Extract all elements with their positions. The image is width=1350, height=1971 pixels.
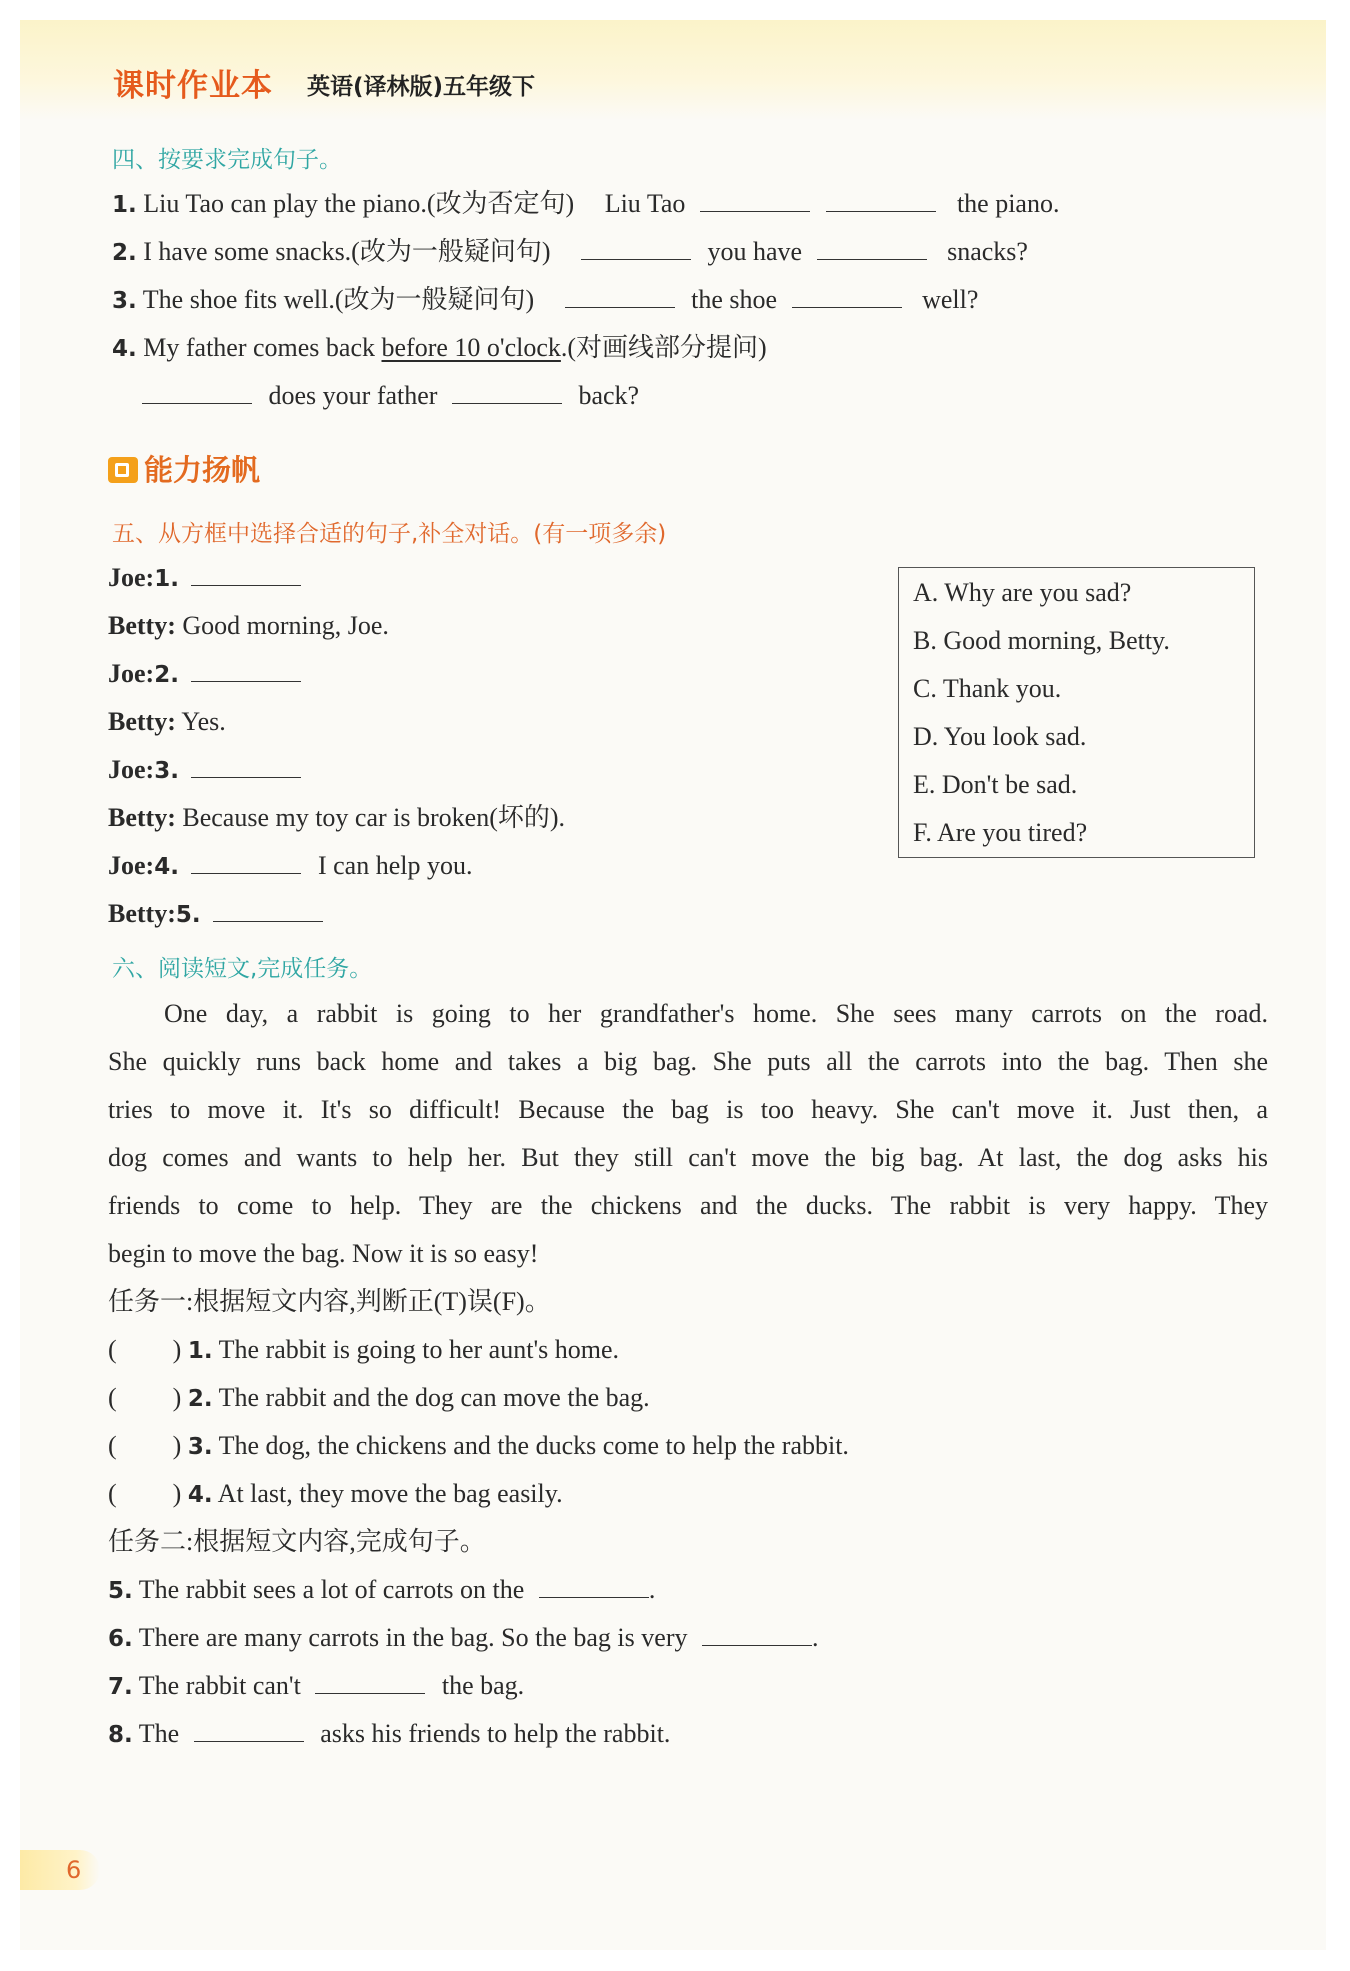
question-text: The — [138, 1719, 180, 1748]
section-6-title: 六、阅读短文,完成任务。 — [112, 956, 373, 982]
ability-label: 能力扬帆 — [144, 453, 261, 487]
answer-blank[interactable] — [700, 189, 810, 212]
question-part: snacks? — [947, 237, 1028, 266]
answer-blank[interactable] — [191, 563, 301, 586]
question-5 — [108, 1574, 655, 1607]
question-number: 1. — [112, 192, 137, 218]
dialogue — [108, 562, 868, 942]
question-4-answer — [142, 380, 639, 412]
answer-blank[interactable] — [315, 1671, 425, 1694]
tf-item — [108, 1478, 563, 1511]
question-number: 4. — [112, 336, 137, 362]
question-instruction: .(对画线部分提问) — [560, 333, 767, 362]
question-7 — [108, 1670, 524, 1703]
question-6 — [108, 1622, 818, 1655]
dialogue-text: I can help you. — [317, 851, 473, 880]
dialogue-line — [108, 754, 301, 787]
dialogue-line — [108, 850, 472, 883]
passage-line: tries to move it. It's so difficult! Because the bag is too heavy. She can't move it. Just then, a — [108, 1095, 1268, 1124]
passage-line: friends to come to help. They are the chickens and the ducks. The rabbit is very happy. They — [108, 1191, 1268, 1220]
speaker: Betty: — [108, 611, 176, 640]
speaker: Betty: — [108, 899, 176, 928]
answer-blank[interactable] — [213, 899, 323, 922]
question-text: The rabbit can't — [138, 1671, 301, 1700]
option-d: D. You look sad. — [913, 722, 1087, 751]
tf-item — [108, 1382, 650, 1415]
answer-blank[interactable] — [539, 1575, 649, 1598]
options-box — [898, 567, 1255, 858]
question-text: I have some snacks.(改为一般疑问句) — [143, 237, 551, 266]
answer-blank[interactable] — [142, 381, 252, 404]
dialogue-text: Good morning, Joe. — [182, 611, 389, 640]
answer-blank[interactable] — [191, 851, 301, 874]
option-c: C. Thank you. — [913, 674, 1062, 703]
dialogue-line — [108, 562, 301, 595]
tf-statement: The dog, the chickens and the ducks come to help the rabbit. — [218, 1431, 849, 1460]
task-2-title: 任务二:根据短文内容,完成句子。 — [108, 1527, 486, 1556]
ability-banner — [108, 448, 260, 489]
dialogue-text: Yes. — [181, 707, 226, 736]
tasks — [108, 1286, 1268, 1756]
question-part: well? — [922, 285, 979, 314]
subject-title: 英语(译林版)五年级下 — [307, 74, 536, 100]
question-number: 2. — [154, 662, 179, 688]
answer-bracket[interactable]: ( ) — [108, 1383, 182, 1412]
tf-statement: The rabbit and the dog can move the bag. — [218, 1383, 650, 1412]
question-number: 3. — [187, 1434, 213, 1460]
question-number: 4. — [187, 1482, 213, 1508]
answer-blank[interactable] — [826, 189, 936, 212]
answer-blank[interactable] — [702, 1623, 812, 1646]
section-4-title: 四、按要求完成句子。 — [112, 147, 342, 173]
passage-line: One day, a rabbit is going to her grandfather's home. She sees many carrots on the road. — [164, 999, 1268, 1028]
question-number: 5. — [175, 902, 201, 928]
passage-line: begin to move the bag. Now it is so easy! — [108, 1239, 539, 1268]
question-number: 1. — [187, 1338, 213, 1364]
section-4 — [112, 140, 1262, 440]
question-part: back? — [578, 381, 640, 410]
option-b: B. Good morning, Betty. — [913, 626, 1170, 655]
dialogue-line — [108, 658, 301, 691]
question-part: the shoe — [691, 285, 778, 314]
question-text: There are many carrots in the bag. So the bag is very — [138, 1623, 688, 1652]
book-icon — [108, 457, 138, 483]
question-3 — [112, 284, 978, 317]
question-number: 3. — [154, 758, 179, 784]
question-number: 2. — [187, 1386, 213, 1412]
passage-line: She quickly runs back home and takes a big bag. She puts all the carrots into the bag. Then she — [108, 1047, 1268, 1076]
dialogue-text: Because my toy car is broken(坏的). — [182, 803, 566, 832]
question-part: you have — [707, 237, 803, 266]
question-number: 6. — [108, 1626, 133, 1652]
answer-blank[interactable] — [452, 381, 562, 404]
answer-bracket[interactable]: ( ) — [108, 1335, 182, 1364]
question-text: The rabbit sees a lot of carrots on the — [138, 1575, 525, 1604]
question-number: 5. — [108, 1578, 133, 1604]
option-a: A. Why are you sad? — [913, 578, 1132, 607]
dialogue-line — [108, 706, 226, 738]
question-text: The shoe fits well.(改为一般疑问句) — [142, 285, 535, 314]
question-part: asks his friends to help the rabbit. — [320, 1719, 671, 1748]
question-part: Liu Tao — [604, 189, 686, 218]
dialogue-line — [108, 898, 323, 931]
page-number: 6 — [66, 1856, 82, 1884]
question-number: 2. — [112, 240, 137, 266]
question-text: My father comes back — [143, 333, 375, 362]
tf-item — [108, 1430, 849, 1463]
option-f: F. Are you tired? — [913, 818, 1088, 847]
question-number: 1. — [154, 566, 179, 592]
underlined-phrase: before 10 o'clock — [381, 333, 561, 362]
question-number: 3. — [112, 288, 137, 314]
tf-statement: The rabbit is going to her aunt's home. — [218, 1335, 620, 1364]
answer-blank[interactable] — [191, 659, 301, 682]
question-number: 4. — [154, 854, 179, 880]
question-part: the piano. — [956, 189, 1060, 218]
answer-blank[interactable] — [792, 285, 902, 308]
dialogue-line — [108, 802, 565, 834]
answer-blank[interactable] — [817, 237, 927, 260]
answer-bracket[interactable]: ( ) — [108, 1431, 182, 1460]
section-5-title: 五、从方框中选择合适的句子,补全对话。(有一项多余) — [112, 521, 667, 547]
dialogue-line — [108, 610, 389, 642]
speaker: Joe: — [108, 563, 155, 592]
answer-blank[interactable] — [581, 237, 691, 260]
question-text: Liu Tao can play the piano.(改为否定句) — [143, 189, 575, 218]
tf-item — [108, 1334, 619, 1367]
task-1-title: 任务一:根据短文内容,判断正(T)误(F)。 — [108, 1287, 551, 1316]
brand-title: 课时作业本 — [113, 68, 273, 104]
question-8 — [108, 1718, 670, 1751]
question-number: 8. — [108, 1722, 133, 1748]
question-part: does your father — [268, 381, 438, 410]
speaker: Joe: — [108, 659, 155, 688]
speaker: Joe: — [108, 851, 155, 880]
answer-blank[interactable] — [194, 1719, 304, 1742]
answer-bracket[interactable]: ( ) — [108, 1479, 182, 1508]
tf-statement: At last, they move the bag easily. — [217, 1479, 563, 1508]
question-4 — [112, 332, 767, 365]
answer-blank[interactable] — [565, 285, 675, 308]
speaker: Betty: — [108, 707, 176, 736]
question-2 — [112, 236, 1028, 269]
question-1 — [112, 188, 1059, 221]
speaker: Betty: — [108, 803, 176, 832]
answer-blank[interactable] — [191, 755, 301, 778]
passage-line: dog comes and wants to help her. But they still can't move the big bag. At last, the dog asks his — [108, 1143, 1268, 1172]
speaker: Joe: — [108, 755, 155, 784]
question-number: 7. — [108, 1674, 133, 1700]
page-number-tab — [20, 1850, 100, 1890]
question-part: the bag. — [441, 1671, 525, 1700]
reading-passage — [108, 990, 1268, 1278]
question-part: . — [648, 1575, 656, 1604]
option-e: E. Don't be sad. — [913, 770, 1078, 799]
question-part: . — [811, 1623, 819, 1652]
